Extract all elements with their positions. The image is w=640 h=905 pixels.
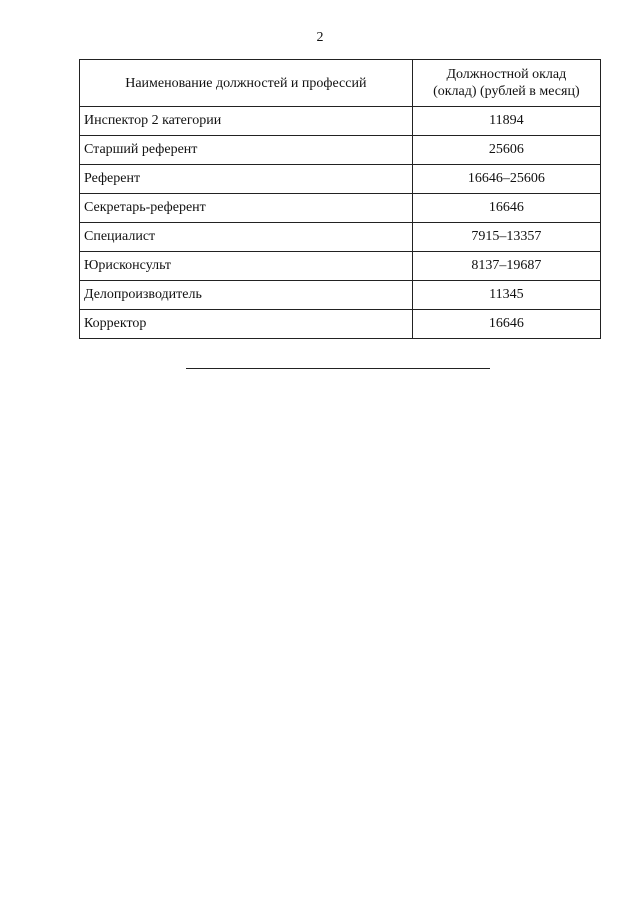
- table-row: [80, 107, 601, 136]
- table-row: [80, 136, 601, 165]
- end-of-document-rule: [186, 368, 490, 369]
- salary-cell: 8137–19687: [412, 252, 600, 281]
- table-row: [80, 310, 601, 339]
- position-name-cell: Инспектор 2 категории: [80, 107, 413, 136]
- salary-cell: 16646–25606: [412, 165, 600, 194]
- salary-cell: 25606: [412, 136, 600, 165]
- table-row: [80, 281, 601, 310]
- position-name-cell: Специалист: [80, 223, 413, 252]
- page-number: 2: [316, 30, 324, 45]
- salary-cell: 16646: [412, 310, 600, 339]
- header-salary-line1: Должностной оклад: [446, 67, 567, 82]
- header-salary-line2: (оклад) (рублей в месяц): [433, 84, 580, 99]
- salary-cell: 11894: [412, 107, 600, 136]
- position-name-cell: Делопроизводитель: [80, 281, 413, 310]
- table-header: [80, 60, 601, 107]
- position-name-cell: Старший референт: [80, 136, 413, 165]
- table-row: [80, 223, 601, 252]
- salary-table: [79, 59, 601, 339]
- salary-cell: 7915–13357: [412, 223, 600, 252]
- header-salary: [412, 60, 600, 107]
- salary-cell: 11345: [412, 281, 600, 310]
- table-body: [80, 107, 601, 339]
- position-name-cell: Корректор: [80, 310, 413, 339]
- header-position-name: Наименование должностей и профессий: [80, 60, 413, 107]
- table-row: [80, 252, 601, 281]
- salary-cell: 16646: [412, 194, 600, 223]
- position-name-cell: Секретарь-референт: [80, 194, 413, 223]
- position-name-cell: Юрисконсульт: [80, 252, 413, 281]
- position-name-cell: Референт: [80, 165, 413, 194]
- table-row: [80, 165, 601, 194]
- table-row: [80, 194, 601, 223]
- header-row: [80, 60, 601, 107]
